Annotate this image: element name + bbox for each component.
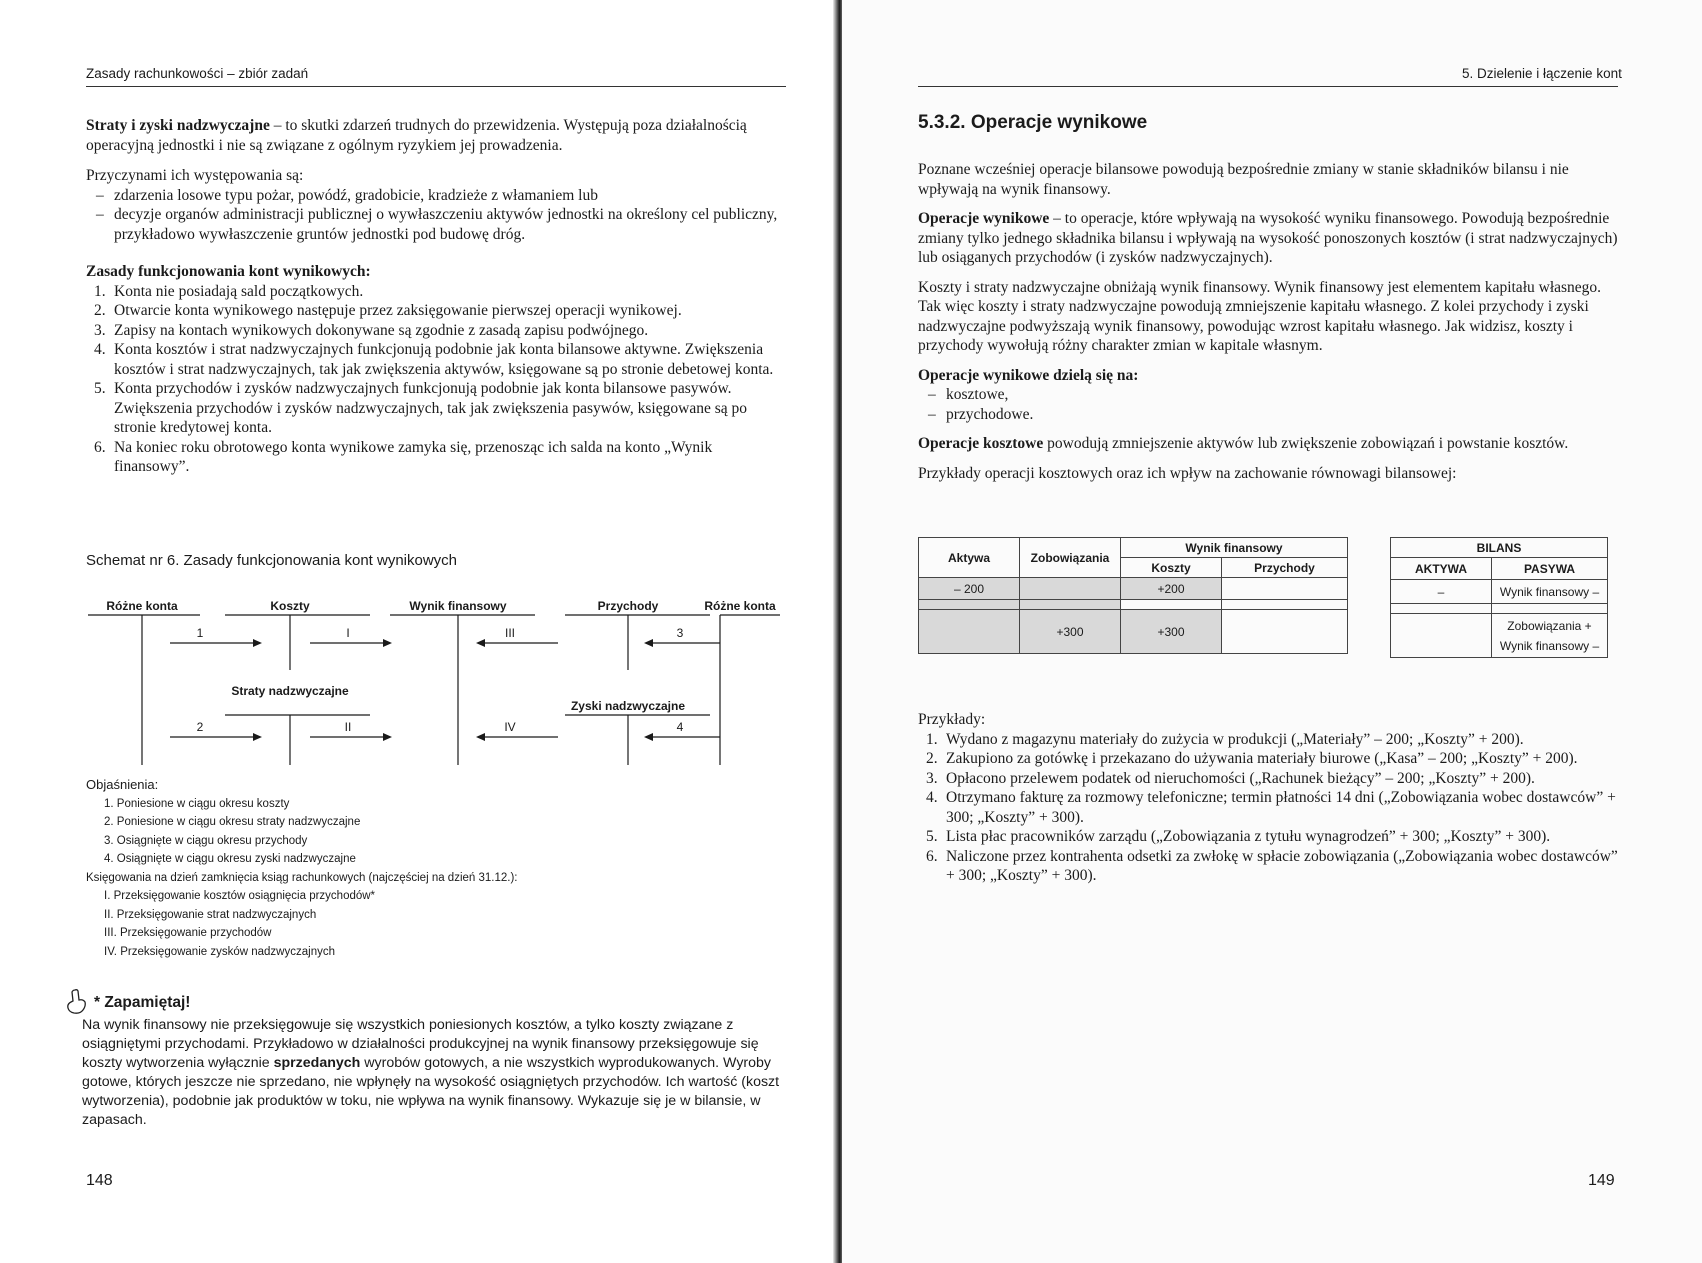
list-item: 4. Konta kosztów i strat nadzwyczajnych funkcjonują podobnie jak konta bilansowe aktywne. Zwiększenia kosztów i strat nadzwyczajnych, tak jak zwiększenia aktywów, księgowane są po stronie debetowej konta.	[94, 341, 774, 378]
list-item: 5. Lista płac pracowników zarządu („Zobowiązania z tytułu wynagrodzeń” + 300; „Koszty” + 300).	[926, 828, 1551, 845]
body-text	[918, 160, 1618, 483]
causes-list	[86, 186, 786, 245]
account-label: Przychody	[597, 599, 659, 613]
flow-number: 3	[676, 626, 684, 640]
table-cell	[1222, 610, 1348, 654]
list-item: 3. Osiągnięte w ciągu okresu przychody	[104, 834, 308, 847]
section-title: 5.3.2. Operacje wynikowe	[918, 112, 1148, 133]
header-cell: Zobowiązania	[1020, 538, 1121, 578]
flow-roman: III	[504, 626, 516, 640]
table-cell: +300	[1121, 610, 1222, 654]
paragraph: Koszty i straty nadzwyczajne obniżają wynik finansowy. Wynik finansowy jest elementem kapitału własnego. Tak więc koszty i straty nadzwyczajne powodują zmniejszenie kapitału własnego. Z kolei przychody i zyski nadzwyczajne podwyższają wynik finansowy, powodując wzrost kapitału własnego. Jak widzisz, koszty i przychody wywołują różny charakter zmian w kapitale własnym.	[918, 278, 1602, 354]
account-label: Zyski nadzwyczajne	[570, 699, 686, 713]
account-label: Różne konta	[106, 599, 178, 613]
list-item: – przychodowe.	[918, 405, 1618, 425]
rules-list	[86, 282, 786, 477]
left-page	[0, 0, 836, 1263]
table-cell: Zobowiązania + Wynik finansowy –	[1492, 614, 1608, 658]
header-cell: Przychody	[1222, 558, 1348, 578]
list-item: – decyzje organów administracji publicznej o wywłaszczeniu aktywów jednostki na określony cel publiczny, przykładowo wywłaszczenie gruntów jednostki pod budowę dróg.	[86, 205, 786, 244]
account-label: Wynik finansowy	[409, 599, 507, 613]
list-item: 3. Zapisy na kontach wynikowych dokonywane są zgodnie z zasadą zapisu podwójnego.	[94, 321, 649, 339]
list-item: 3. Opłacono przelewem podatek od nieruchomości („Rachunek bieżący” – 200; „Koszty” + 200).	[926, 769, 1535, 787]
causes-title: Przyczynami ich występowania są:	[86, 167, 304, 184]
accounts-diagram	[80, 585, 800, 785]
explanations	[86, 776, 786, 961]
table-cell: +300	[1020, 610, 1121, 654]
schema-title: Schemat nr 6. Zasady funkcjonowania kont wynikowych	[86, 552, 458, 569]
list-item: III. Przeksięgowanie przychodów	[104, 927, 272, 939]
page-number-left: 148	[86, 1172, 113, 1189]
remember-title: * Zapamiętaj!	[94, 994, 191, 1011]
split-list	[918, 385, 1618, 424]
table-cell	[1222, 600, 1348, 610]
flow-number: 1	[196, 626, 204, 640]
account-label: Różne konta	[704, 599, 776, 613]
closing-list	[86, 887, 786, 961]
causes-block	[86, 166, 786, 244]
list-item: 4. Osiągnięte w ciągu okresu zyski nadzwyczajne	[104, 853, 356, 865]
table-cell: +200	[1121, 578, 1222, 600]
page-number-right: 149	[1588, 1172, 1615, 1189]
rules-block	[86, 262, 786, 477]
table-cell	[1020, 600, 1121, 610]
intro-paragraph	[86, 116, 786, 155]
header-rule	[918, 86, 1618, 87]
examples-list	[918, 730, 1618, 886]
table-cell	[919, 610, 1020, 654]
explain-title: Objaśnienia:	[86, 777, 159, 792]
list-item: 4. Otrzymano fakturę za rozmowy telefoniczne; termin płatności 14 dni („Zobowiązania wobec dostawców” + 300; „Koszty” + 300).	[926, 789, 1616, 826]
list-item: 1. Konta nie posiadają sald początkowych.	[94, 282, 364, 300]
flow-number: 4	[676, 720, 684, 734]
intro-term: Straty i zyski nadzwyczajne	[86, 117, 270, 134]
list-item: II. Przeksięgowanie strat nadzwyczajnych	[104, 908, 317, 921]
table-cell: – 200	[919, 578, 1020, 600]
table-cell	[1020, 578, 1121, 600]
paragraph: Operacje wynikowe – to operacje, które wpływają na wysokość wyniku finansowego. Powodują bezpośrednie zmiany tylko jednego składnika bilansu i wpływają na wysokość ponoszonych kosztów (i strat nadzwyczajnych) lub osiąganych przychodów (i zysków nadzwyczajnych).	[918, 210, 1618, 266]
list-item: 1. Wydano z magazynu materiały do zużycia w produkcji („Materiały” – 200; „Koszty” + 200).	[926, 730, 1524, 748]
examples-title: Przykłady:	[918, 711, 986, 728]
paragraph: Przykłady operacji kosztowych oraz ich wpływ na zachowanie równowagi bilansowej:	[918, 464, 1457, 482]
table-cell	[1492, 604, 1608, 614]
table-cell	[1222, 578, 1348, 600]
header-cell: Aktywa	[919, 538, 1020, 578]
list-item: I. Przeksięgowanie kosztów osiągnięcia przychodów*	[104, 890, 376, 902]
account-label: Straty nadzwyczajne	[231, 684, 349, 698]
table-cell	[919, 600, 1020, 610]
header-cell: AKTYWA	[1391, 558, 1492, 580]
list-item: 6. Na koniec roku obrotowego konta wynikowe zamyka się, przenosząc ich salda na konto „Wynik finansowy”.	[94, 438, 713, 475]
right-page	[842, 0, 1702, 1263]
explain-list	[86, 795, 786, 869]
rules-title: Zasady funkcjonowania kont wynikowych:	[86, 263, 371, 280]
list-item: 2. Poniesione w ciągu okresu straty nadzwyczajne	[104, 816, 361, 828]
examples-block	[918, 710, 1618, 886]
list-item: 2. Otwarcie konta wynikowego następuje przez zaksięgowanie pierwszej operacji wynikowej.	[94, 302, 682, 319]
running-header-right: 5. Dzielenie i łączenie kont	[1462, 66, 1622, 81]
flow-number: 2	[196, 720, 204, 734]
paragraph: Operacje kosztowe powodują zmniejszenie aktywów lub zwiększenie zobowiązań i powstanie kosztów.	[918, 435, 1569, 452]
running-header-left: Zasady rachunkowości – zbiór zadań	[86, 66, 309, 81]
header-cell: Koszty	[1121, 558, 1222, 578]
closing-title: Księgowania na dzień zamknięcia ksiąg rachunkowych (najczęściej na dzień 31.12.):	[86, 871, 518, 884]
list-item: IV. Przeksięgowanie zysków nadzwyczajnych	[104, 945, 335, 958]
list-item: – zdarzenia losowe typu pożar, powódź, gradobicie, kradzieże z włamaniem lub	[86, 186, 786, 206]
split-title: Operacje wynikowe dzielą się na:	[918, 366, 1139, 384]
header-cell: PASYWA	[1492, 558, 1608, 580]
table-cell: –	[1391, 580, 1492, 604]
account-label: Koszty	[270, 599, 310, 613]
header-cell: BILANS	[1391, 538, 1608, 558]
paragraph: Poznane wcześniej operacje bilansowe powodują bezpośrednie zmiany w stanie składników bilansu i nie wpływają na wynik finansowy.	[918, 161, 1569, 198]
list-item: 1. Poniesione w ciągu okresu koszty	[104, 797, 290, 810]
operations-table	[918, 537, 1348, 654]
list-item: 6. Naliczone przez kontrahenta odsetki za zwłokę w spłacie zobowiązania („Zobowiązania wobec dostawców” + 300; „Koszty” + 300).	[926, 847, 1618, 884]
flow-roman: I	[346, 626, 350, 640]
flow-roman: IV	[504, 720, 516, 734]
table-cell	[1391, 614, 1492, 658]
table-cell	[1391, 604, 1492, 614]
header-rule	[86, 86, 786, 87]
flow-roman: II	[344, 720, 352, 734]
table-cell	[1121, 600, 1222, 610]
list-item: 2. Zakupiono za gotówkę i przekazano do używania materiały biurowe („Kasa” – 200; „Koszty” + 200).	[926, 750, 1578, 767]
intro-text: – to skutki zdarzeń trudnych do przewidzenia. Występują poza działalnością operacyjną jednostki i nie są związane z ogólnym ryzykiem jej prowadzenia.	[86, 117, 747, 154]
header-cell: Wynik finansowy	[1121, 538, 1348, 558]
pointing-hand-icon	[66, 988, 88, 1019]
list-item: – kosztowe,	[918, 385, 1618, 405]
balance-table	[1390, 537, 1608, 658]
list-item: 5. Konta przychodów i zysków nadzwyczajnych funkcjonują podobnie jak konta bilansowe pasywów. Zwiększenia przychodów i zysków nadzwyczajnych, tak jak zwiększenia pasywów, księgowane są po stronie kredytowej konta.	[94, 380, 747, 436]
remember-text: Na wynik finansowy nie przeksięgowuje się wszystkich poniesionych kosztów, a tylko koszty związane z osiągniętymi przychodami. Przykładowo w działalności produkcyjnej na wynik finansowy przeksięgowuje się koszty wytworzenia wyłącznie sprzedanych wyrobów gotowych, a nie wszystkich wyprodukowanych. Wyroby gotowe, których jeszcze nie sprzedano, nie wpłynęły na wysokość osiągniętych przychodów. Ich wartość (koszt wytworzenia), podobnie jak produktów w toku, nie wpływa na wynik finansowy. Wykazuje się je w bilansie, w zapasach.	[82, 1017, 780, 1128]
table-cell: Wynik finansowy –	[1492, 580, 1608, 604]
